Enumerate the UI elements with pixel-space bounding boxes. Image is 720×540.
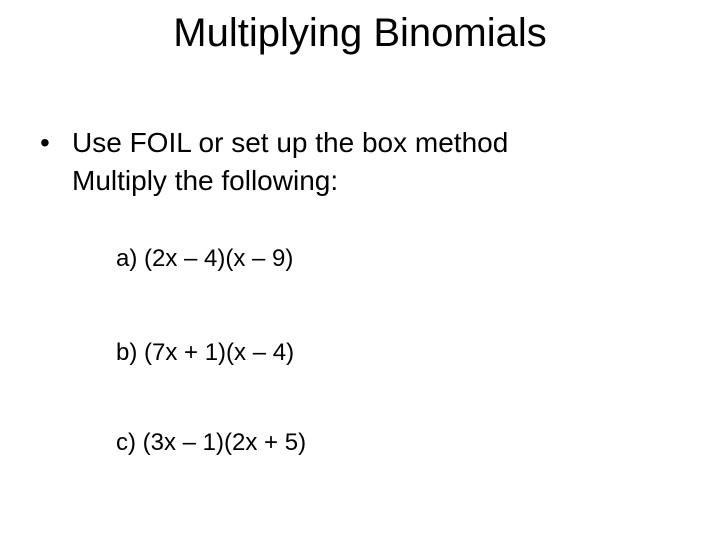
instruction-bullet <box>40 124 690 200</box>
slide-title: Multiplying Binomials <box>173 11 547 55</box>
problem-c: c) (3x – 1)(2x + 5) <box>116 429 307 456</box>
problem-a: a) (2x – 4)(x – 9) <box>116 245 294 272</box>
bullet-marker: • <box>40 127 50 158</box>
bullet-text-2: Multiply the following: <box>72 165 339 196</box>
bullet-line-1 <box>40 124 690 162</box>
problem-b: b) (7x + 1)(x – 4) <box>116 339 295 366</box>
bullet-text-1: Use FOIL or set up the box method <box>72 127 509 158</box>
